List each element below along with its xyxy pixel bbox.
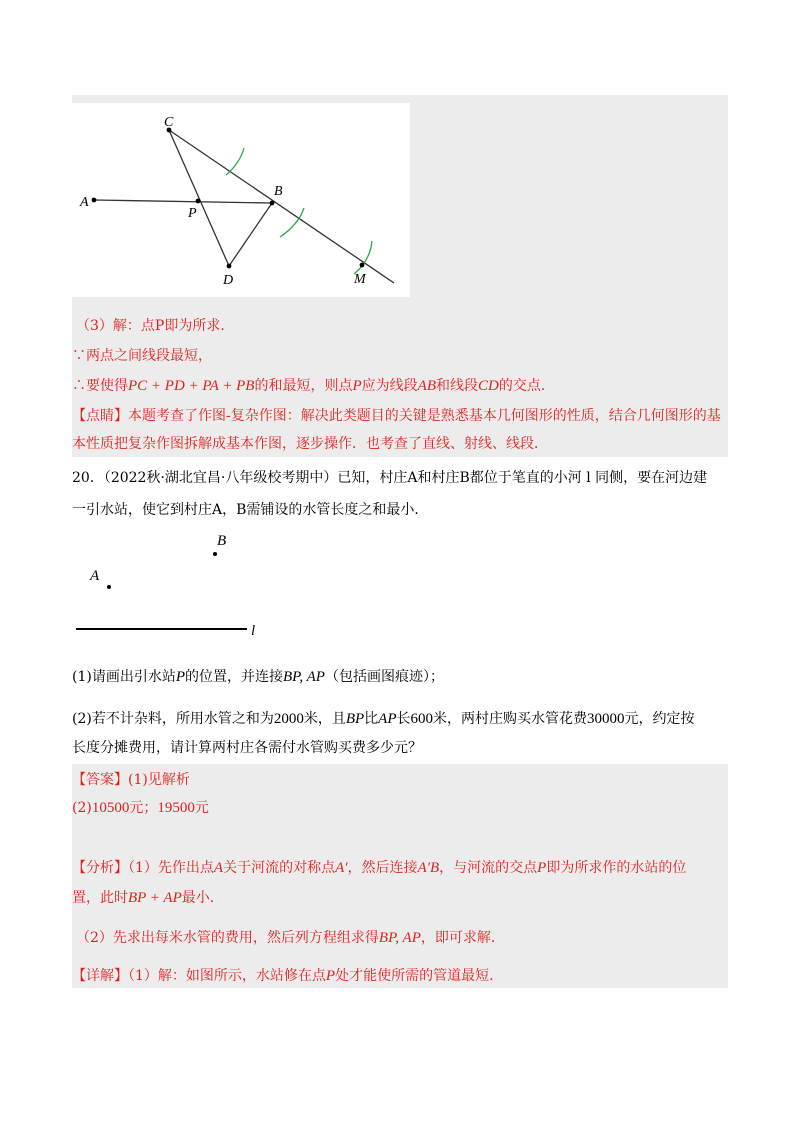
part3-line1: （3）解：点P即为所求．	[76, 318, 235, 334]
label-A: A	[80, 195, 89, 210]
geometry-figure-1	[72, 103, 410, 297]
label-river-l: l	[251, 623, 256, 639]
label-B-village: B	[217, 533, 227, 549]
label-D: D	[223, 273, 234, 288]
answer-line1: 【答案】(1)见解析	[72, 772, 190, 788]
comment-line2: 本性质把复杂作图拆解成基本作图，逐步操作．也考查了直线、射线、线段．	[72, 436, 548, 452]
comment-line1: 【点睛】本题考查了作图-复杂作图：解决此类题目的关键是熟悉基本几何图形的性质，结合几何图形的基	[72, 408, 721, 424]
label-A-village: A	[90, 568, 100, 584]
q20-sub2-line1: (2)若不计杂料，所用水管之和为2000米，且BP比AP长600米，两村庄购买水管花费30000元，约定按	[72, 711, 695, 727]
part3-line2: ∵两点之间线段最短，	[72, 348, 212, 364]
figure-2-svg	[72, 525, 272, 645]
answer-line2: (2)10500元；19500元	[72, 800, 209, 816]
analysis-line2: 置，此时BP + AP最小．	[72, 890, 224, 906]
analysis-line1: 【分析】（1）先作出点A关于河流的对称点A′，然后连接A′B，与河流的交点P即为所求作的水站的位	[72, 860, 687, 876]
label-C: C	[164, 115, 174, 130]
part3-line3: ∴要使得PC + PD + PA + PB的和最短，则点P应为线段AB和线段CD的交点．	[72, 378, 555, 394]
q20-line1: 20．（2022秋·湖北宜昌·八年级校考期中）已知，村庄A和村庄B都位于笔直的小河 l 同侧，要在河边建	[72, 470, 708, 486]
figure-1-svg	[72, 103, 410, 297]
q20-sub2-line2: 长度分摊费用，请计算两村庄各需付水管购买费多少元？	[72, 740, 422, 756]
label-M: M	[354, 272, 366, 287]
q20-line2: 一引水站，使它到村庄A，B需铺设的水管长度之和最小．	[72, 502, 429, 518]
analysis-line3: （2）先求出每米水管的费用，然后列方程组求得BP, AP，即可求解．	[76, 930, 505, 946]
q20-sub1: (1)请画出引水站P的位置，并连接BP, AP（包括画图痕迹）；	[72, 669, 444, 685]
geometry-figure-2	[72, 525, 272, 645]
label-P: P	[188, 206, 197, 221]
label-B: B	[274, 184, 283, 199]
detail-line1: 【详解】（1）解：如图所示，水站修在点P处才能使所需的管道最短．	[72, 968, 504, 984]
